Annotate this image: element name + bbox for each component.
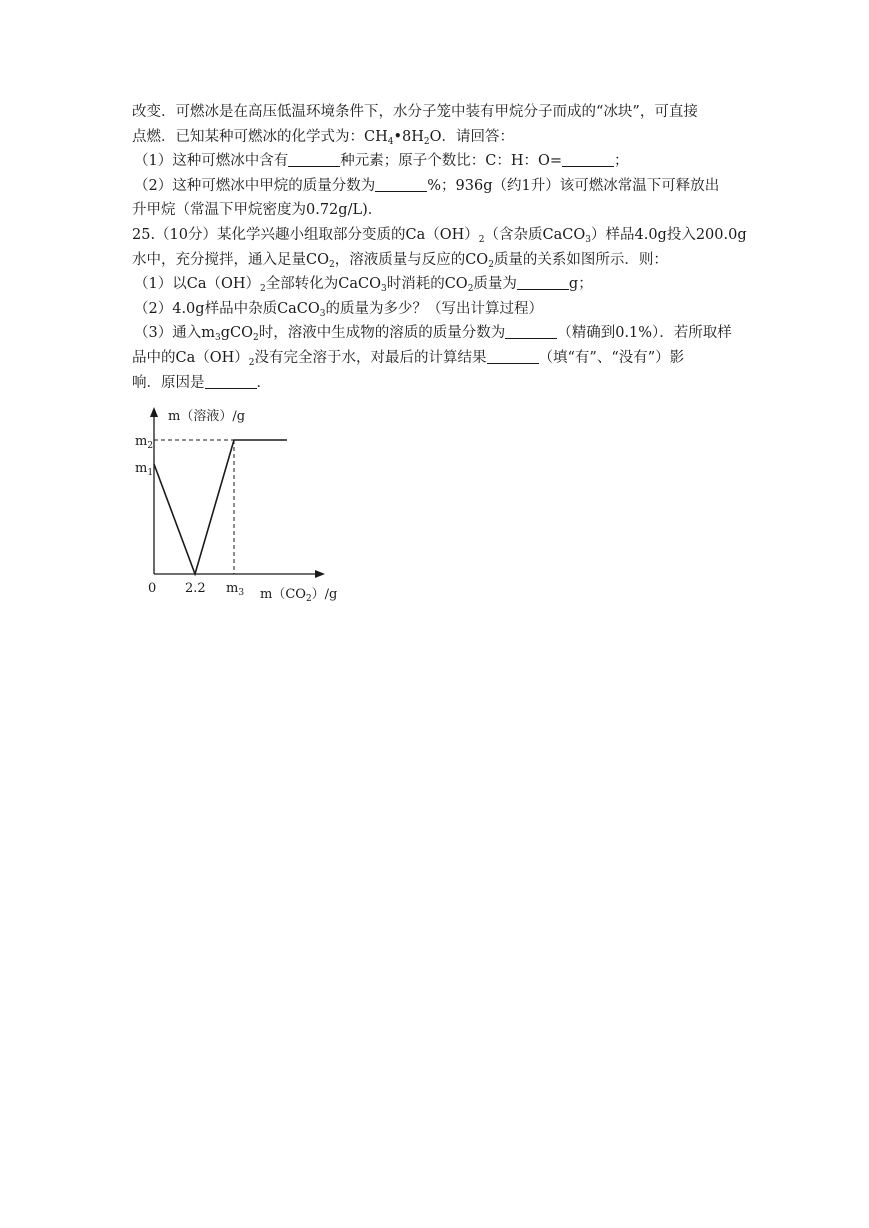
line-9-text: 的质量为多少？（写出计算过程） [325,300,544,317]
line-12-text: 响．原因是 [132,374,205,391]
subscript: 2 [478,234,485,245]
text-line-12 [132,371,742,396]
subscript: 3 [214,333,221,344]
line-7-text: 水中，充分搅拌，通入足量CO [132,251,329,268]
subscript: 2 [328,259,335,270]
m1-label: $m_1$ [135,461,154,478]
line-8-text: g； [568,276,593,293]
line-11-text: 没有完全溶于水，对最后的计算结果 [254,349,487,366]
subscript: 2 [260,284,266,295]
line-3-text: ； [614,153,629,170]
subscript: 2 [467,284,474,295]
graph-svg [130,402,360,607]
line-8-text: （1）以Ca（OH） [134,276,260,293]
line-10-text: （3）通入m [134,325,215,342]
mass-curve [154,440,287,574]
line-4-text: %；936g（约1升）该可燃冰常温下可释放出 [427,177,720,194]
line-6-text: （含杂质CaCO [484,226,586,243]
text-line-3 [132,149,742,174]
line-8-text: 质量为 [473,276,517,293]
subscript: 2 [488,259,494,270]
text-line-5 [132,198,742,223]
line-2-text: •8H [393,128,424,145]
answer-blank-co2-mass[interactable] [517,275,569,290]
x-axis-label: $m(CO_2)/g$ [260,587,338,604]
subscript: 3 [319,308,326,319]
answer-blank-effect[interactable] [487,349,539,364]
line-10-text: （精确到0.1%）．若所取样 [557,325,732,342]
answer-blank-solute-fraction[interactable] [505,324,557,339]
line-5-text: 升甲烷（常温下甲烷密度为0.72g/L)． [132,202,383,219]
m2-label: $m_2$ [135,434,154,451]
answer-blank-elements[interactable] [288,152,340,167]
answer-blank-mass-fraction[interactable] [375,177,427,192]
y-axis-arrow [150,407,158,417]
line-2-text: 点燃．已知某种可燃冰的化学式为：CH [132,128,388,145]
answer-blank-reason[interactable] [205,374,257,389]
line-4-text: （2）这种可燃冰中甲烷的质量分数为 [134,177,376,194]
line-3-text: 种元素；原子个数比：C：H：O= [340,153,563,170]
line-7-text: 质量的关系如图所示．则： [493,251,668,268]
text-line-4 [132,174,742,199]
line-8-text: 时消耗的CO [386,276,468,293]
text-line-8 [132,272,742,297]
line-11-text: 品中的Ca（OH） [132,349,249,366]
subscript: 3 [380,284,387,295]
subscript: 2 [423,136,430,147]
subscript: 2 [248,357,255,368]
answer-blank-atom-ratio[interactable] [562,152,614,167]
subscript: 4 [387,136,394,147]
line-2-text: O．请回答： [429,128,515,145]
line-10-text: 时，溶液中生成物的溶质的质量分数为 [258,325,506,342]
x-tick-m3: $m_3$ [226,581,245,598]
line-12-text: ． [256,374,271,391]
text-line-1 [132,100,742,125]
line-3-text: （1）这种可燃冰中含有 [134,153,289,170]
text-line-6 [132,223,747,248]
text-line-11 [132,346,742,371]
text-line-9 [132,297,742,322]
x-tick-2-2: 2.2 [185,581,206,596]
line-7-text: ，溶液质量与反应的CO [334,251,489,268]
line-10-text: gCO [220,325,253,342]
line-8-text: 全部转化为CaCO [265,276,381,293]
mass-graph [130,402,360,607]
line-11-text: （填“有”、“没有”）影 [538,349,685,366]
origin-label: 0 [148,581,157,596]
text-line-10 [132,321,742,346]
subscript: 3 [585,234,591,245]
text-line-2 [132,125,742,150]
text-line-7 [132,248,742,273]
y-axis-label: m（溶液）/g [168,409,246,424]
question-text [132,100,747,395]
line-9-text: （2）4.0g样品中杂质CaCO [134,300,320,317]
line-1-text: 改变．可燃冰是在高压低温环境条件下，水分子笼中装有甲烷分子而成的“冰块”，可直接 [132,104,698,120]
line-6-text: ）样品4.0g投入200.0g [590,226,747,243]
x-axis-arrow [315,570,325,578]
line-6-text: 25.（10分）某化学兴趣小组取部分变质的Ca（OH） [132,226,479,243]
subscript: 2 [252,333,259,344]
